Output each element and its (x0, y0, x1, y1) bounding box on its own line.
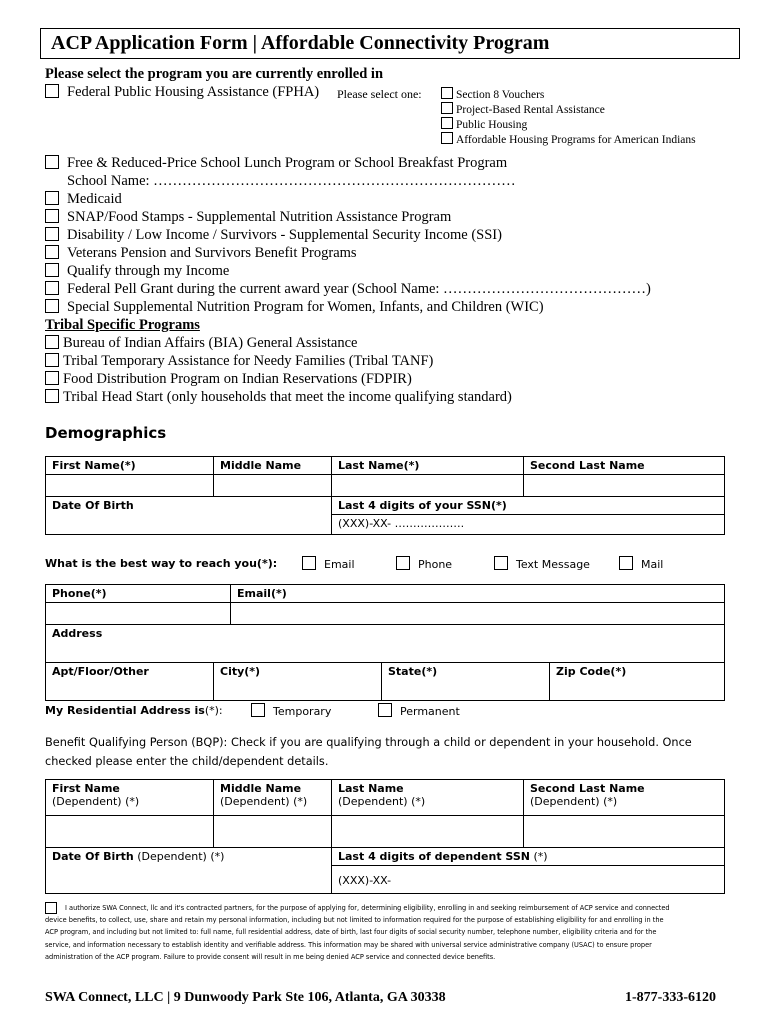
bqp-first-name-title: First Name (52, 782, 120, 795)
program-option[interactable] (45, 190, 122, 208)
state-field[interactable] (382, 663, 550, 701)
ssn-input[interactable]: (XXX)-XX- ………………. (332, 515, 725, 535)
fpha-checkbox[interactable] (45, 84, 59, 98)
residential-prompt (45, 704, 223, 717)
contact-table (45, 584, 725, 663)
bqp-first-name-label (46, 780, 214, 816)
last-name-input[interactable] (332, 475, 524, 497)
consent-line: I authorize SWA Connect, llc and it's contracted partners, for the purpose of applying for, determining eligibility, enrolling in and seeking reimbursement of ACP service and connected (65, 904, 670, 912)
contact-option-phone[interactable] (396, 556, 452, 571)
bqp-last-name-input[interactable] (332, 816, 524, 848)
contact-option-label: Phone (418, 558, 453, 571)
tribal-option[interactable] (45, 352, 433, 370)
bqp-second-last-name-input[interactable] (524, 816, 725, 848)
consent-line: administration of the ACP program. Failure to provide consent will result in me being denied ACP service and connected device benefits. (45, 952, 496, 961)
middle-name-input[interactable] (214, 475, 332, 497)
tribal-option[interactable] (45, 334, 357, 352)
income-checkbox[interactable] (45, 263, 59, 277)
temporary-checkbox[interactable] (251, 703, 265, 717)
phone-input[interactable] (46, 603, 231, 625)
consent-line: ACP program, and including but not limited to: full name, full residential address, date of birth, last four digits of social security number, telephone number, eligibility criteria and for the (45, 928, 657, 937)
bqp-ssn-label (332, 848, 725, 866)
bqp-middle-name-sub: (Dependent) (*) (220, 795, 308, 808)
last-name-label: Last Name(*) (332, 457, 524, 475)
fpha-sub-label: Affordable Housing Programs for American Indians (456, 134, 696, 146)
head-start-checkbox[interactable] (45, 389, 59, 403)
bqp-middle-name-label (214, 780, 332, 816)
residential-temporary[interactable] (251, 703, 331, 718)
program-option[interactable] (45, 298, 544, 316)
tribal-label: Tribal Head Start (only households that meet the income qualifying standard) (63, 389, 512, 405)
consent-line: device benefits, to collect, use, share and retain my personal information, including but not limited to information required for the purpose of establishing eligibility for and enrolling in the (45, 916, 664, 925)
bqp-second-last-name-sub: (Dependent) (*) (530, 795, 618, 808)
email-label: Email(*) (231, 585, 725, 603)
dob-label[interactable] (46, 497, 332, 535)
ssi-checkbox[interactable] (45, 227, 59, 241)
pell-checkbox[interactable] (45, 281, 59, 295)
program-label: Special Supplemental Nutrition Program for Women, Infants, and Children (WIC) (67, 299, 544, 315)
address-field[interactable] (46, 625, 725, 663)
tribal-option[interactable] (45, 388, 512, 406)
bqp-ssn-required: (*) (533, 850, 548, 863)
snap-checkbox[interactable] (45, 209, 59, 223)
program-label: SNAP/Food Stamps - Supplemental Nutrition Assistance Program (67, 209, 452, 225)
public-housing-checkbox[interactable] (441, 117, 453, 129)
consent-line: service, and information necessary to establish identity and verifiable address. This information may be shared with universal service administrative company (USAC) to ensure proper (45, 940, 652, 949)
tribal-label: Food Distribution Program on Indian Reservations (FDPIR) (63, 371, 412, 387)
contact-option-label: Mail (641, 558, 664, 571)
contact-option-mail[interactable] (619, 556, 663, 571)
permanent-label: Permanent (400, 705, 460, 718)
bqp-first-name-input[interactable] (46, 816, 214, 848)
bqp-middle-name-title: Middle Name (220, 782, 302, 795)
city-field[interactable] (214, 663, 382, 701)
fpha-sub-option[interactable] (441, 87, 544, 102)
program-label: Free & Reduced-Price School Lunch Program or School Breakfast Program (67, 155, 508, 171)
fpha-option[interactable] (45, 83, 319, 101)
program-option[interactable] (45, 154, 507, 172)
text-message-checkbox[interactable] (494, 556, 508, 570)
phone-checkbox[interactable] (396, 556, 410, 570)
bqp-last-name-title: Last Name (338, 782, 404, 795)
tribal-label: Bureau of Indian Affairs (BIA) General Assistance (63, 335, 358, 351)
program-label: Veterans Pension and Survivors Benefit Programs (67, 245, 357, 261)
tanf-checkbox[interactable] (45, 353, 59, 367)
contact-option-email[interactable] (302, 556, 355, 571)
bqp-first-name-sub: (Dependent) (*) (52, 795, 140, 808)
dob-label-text: Date Of Birth (52, 499, 134, 512)
zip-field[interactable] (550, 663, 725, 701)
state-label: State(*) (388, 665, 438, 678)
residential-permanent[interactable] (378, 703, 460, 718)
phone-label: Phone(*) (46, 585, 231, 603)
bqp-last-name-sub: (Dependent) (*) (338, 795, 426, 808)
program-option[interactable] (45, 262, 229, 280)
fpha-sub-label: Section 8 Vouchers (456, 89, 545, 101)
contact-option-label: Email (324, 558, 355, 571)
program-label: Federal Pell Grant during the current award year (School Name: ……………………………………) (67, 281, 651, 297)
fpha-sub-label: Public Housing (456, 119, 528, 131)
bia-checkbox[interactable] (45, 335, 59, 349)
first-name-input[interactable] (46, 475, 214, 497)
program-label: Medicaid (67, 191, 122, 207)
bqp-last-name-label (332, 780, 524, 816)
email-input[interactable] (231, 603, 725, 625)
bqp-second-last-name-label (524, 780, 725, 816)
medicaid-checkbox[interactable] (45, 191, 59, 205)
project-based-checkbox[interactable] (441, 102, 453, 114)
school-name-field[interactable]: School Name: ………………………………………………………………… (67, 173, 516, 189)
ssn-label: Last 4 digits of your SSN(*) (332, 497, 725, 515)
fpha-select-one: Please select one: (337, 87, 422, 101)
contact-option-label: Text Message (516, 558, 590, 571)
tribal-label: Tribal Temporary Assistance for Needy Families (Tribal TANF) (63, 353, 434, 369)
page-title (40, 28, 740, 59)
bqp-second-last-name-title: Second Last Name (530, 782, 645, 795)
fdpir-checkbox[interactable] (45, 371, 59, 385)
program-option[interactable] (45, 280, 651, 298)
bqp-middle-name-input[interactable] (214, 816, 332, 848)
ahpai-checkbox[interactable] (441, 132, 453, 144)
program-option[interactable] (45, 244, 357, 262)
demographics-table (45, 456, 725, 535)
bqp-description (45, 733, 692, 771)
residential-required: (*): (204, 704, 223, 717)
bqp-dob-sub: (Dependent) (*) (137, 850, 225, 863)
program-label: Qualify through my Income (67, 263, 230, 279)
bqp-dob-label: Date Of Birth (52, 850, 134, 863)
address-label: Address (52, 627, 103, 640)
bqp-ssn-label-text: Last 4 digits of dependent SSN (338, 850, 530, 863)
tribal-heading: Tribal Specific Programs (45, 317, 200, 333)
program-option[interactable] (45, 208, 451, 226)
program-label: Disability / Low Income / Survivors - Supplemental Security Income (SSI) (67, 227, 502, 243)
bqp-dob-field[interactable] (46, 848, 332, 894)
email-checkbox[interactable] (302, 556, 316, 570)
tribal-option[interactable] (45, 370, 412, 388)
demographics-heading: Demographics (45, 424, 167, 442)
fpha-sub-label: Project-Based Rental Assistance (456, 104, 605, 116)
fpha-sub-option[interactable] (441, 117, 527, 132)
first-name-label: First Name(*) (46, 457, 214, 475)
section8-checkbox[interactable] (441, 87, 453, 99)
apt-field[interactable] (46, 663, 214, 701)
second-last-name-label: Second Last Name (524, 457, 725, 475)
page-title-text: ACP Application Form | Affordable Connectivity Program (51, 32, 550, 54)
temporary-label: Temporary (273, 705, 332, 718)
consent-text (45, 902, 725, 963)
contact-option-text[interactable] (494, 556, 590, 571)
school-lunch-checkbox[interactable] (45, 155, 59, 169)
zip-label: Zip Code(*) (556, 665, 627, 678)
bqp-ssn-input[interactable]: (XXX)-XX- (332, 866, 725, 894)
bqp-line: checked please enter the child/dependent details. (45, 755, 329, 768)
middle-name-label: Middle Name (214, 457, 332, 475)
fpha-sub-option[interactable] (441, 102, 605, 117)
city-label: City(*) (220, 665, 261, 678)
permanent-checkbox[interactable] (378, 703, 392, 717)
wic-checkbox[interactable] (45, 299, 59, 313)
apt-label: Apt/Floor/Other (52, 665, 149, 678)
bqp-table (45, 779, 725, 894)
footer-address: SWA Connect, LLC | 9 Dunwoody Park Ste 106, Atlanta, GA 30338 (45, 990, 446, 1005)
second-last-name-input[interactable] (524, 475, 725, 497)
fpha-sub-option[interactable] (441, 132, 696, 147)
mail-checkbox[interactable] (619, 556, 633, 570)
program-option[interactable] (45, 226, 502, 244)
enroll-prompt: Please select the program you are currently enrolled in (45, 66, 384, 82)
address-table (45, 662, 725, 701)
contact-prompt: What is the best way to reach you(*): (45, 557, 278, 570)
fpha-label: Federal Public Housing Assistance (FPHA) (67, 84, 320, 100)
footer-phone: 1-877-333-6120 (625, 990, 716, 1005)
residential-label: My Residential Address is (45, 704, 205, 717)
veterans-checkbox[interactable] (45, 245, 59, 259)
bqp-line: Benefit Qualifying Person (BQP): Check if you are qualifying through a child or dependent in your household. Once (45, 736, 692, 749)
